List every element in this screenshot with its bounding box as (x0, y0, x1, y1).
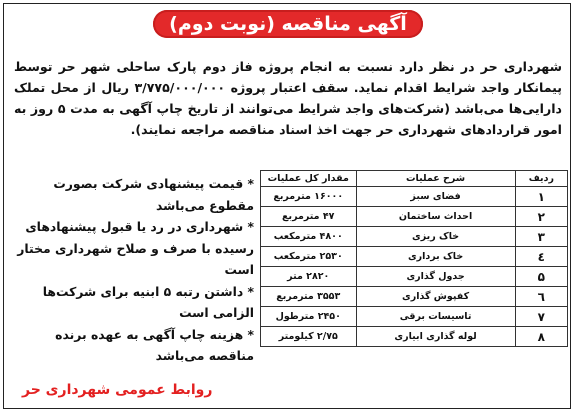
intro-paragraph: شهرداری حر در نظر دارد نسبت به انجام پروژه فاز دوم پارک ساحلی شهر حر توسط پیمانکار واجد شرایط اقدام نماید. سقف اعتبار پروژه ۳/۷۷۵/۰۰۰/۰۰۰ ریال از محل تملک دارایی‌ها می‌باشد (شرکت‌های واجد شرایط می‌توانند از تاریخ چاپ آگهی به مدت ۵ روز به امور قراردادهای شهرداری حر جهت اخذ اسناد مناقصه مراجعه نمایند). (14, 59, 563, 137)
row-quantity: ۴۸۰۰ مترمکعب (261, 227, 357, 247)
row-description: خاک ریزی (356, 227, 515, 247)
table-row (261, 207, 568, 227)
title-wrapper (0, 10, 576, 38)
row-quantity: ۱۶۰۰۰ مترمربع (261, 187, 357, 207)
row-number: ۲ (515, 207, 567, 227)
row-description: خاک برداری (356, 247, 515, 267)
row-description: احداث ساختمان (356, 207, 515, 227)
row-quantity: ۴۷ مترمربع (261, 207, 357, 227)
page-title: آگهی مناقصه (نوبت دوم) (153, 10, 423, 38)
row-number: ۵ (515, 267, 567, 287)
table-row (261, 267, 568, 287)
row-number: ۷ (515, 307, 567, 327)
row-quantity: ۲۵۳۰ مترمکعب (261, 247, 357, 267)
row-number: ۸ (515, 327, 567, 347)
table-row (261, 327, 568, 347)
row-number: ٤ (515, 247, 567, 267)
row-quantity: ۲۸۲۰ متر (261, 267, 357, 287)
row-number: ۱ (515, 187, 567, 207)
row-number: ۳ (515, 227, 567, 247)
row-quantity: ۲/۷۵ کیلومتر (261, 327, 357, 347)
table-row (261, 247, 568, 267)
table-header-row (261, 171, 568, 187)
row-quantity: ۳۵۵۳ مترمربع (261, 287, 357, 307)
note-item: * قیمت پیشنهادی شرکت بصورت مقطوع می‌باشد (53, 176, 254, 213)
row-description: جدول گذاری (356, 267, 515, 287)
row-description: لوله گذاری ابیاری (356, 327, 515, 347)
table-row (261, 287, 568, 307)
header-row-number: ردیف (515, 171, 567, 187)
table-row (261, 227, 568, 247)
row-description: فضای سبز (356, 187, 515, 207)
note-item: * هزینه چاپ آگهی به عهده برنده مناقصه می‌باشد (55, 326, 254, 363)
row-quantity: ۲۴۵۰ مترطول (261, 307, 357, 327)
operations-table (260, 170, 568, 347)
header-description: شرح عملیات (356, 171, 515, 187)
row-number: ٦ (515, 287, 567, 307)
notes-list (8, 173, 254, 367)
table-row (261, 307, 568, 327)
row-description: تاسیسات برقی (356, 307, 515, 327)
note-item: * داشتن رتبه ۵ ابنیه برای شرکت‌ها الزامی است (42, 283, 254, 320)
footer-signature: روابط عمومی شهرداری حر (22, 382, 213, 398)
table-row (261, 187, 568, 207)
note-item: * شهرداری در رد یا قبول پیشنهادهای رسیده با صرف و صلاح شهرداری مختار است (17, 219, 254, 277)
row-description: کفپوش گذاری (356, 287, 515, 307)
header-quantity: مقدار کل عملیات (261, 171, 357, 187)
